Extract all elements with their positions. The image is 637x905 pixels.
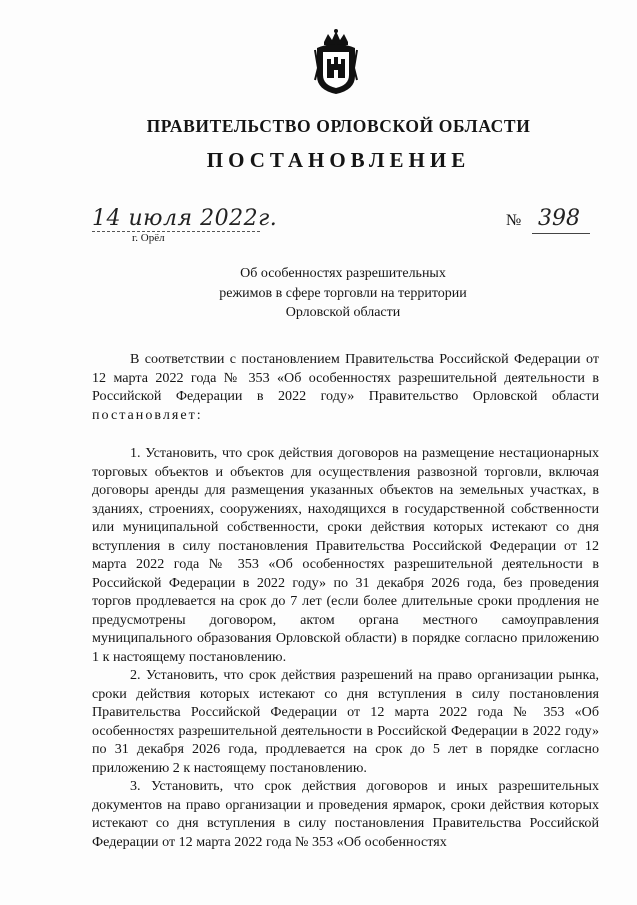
subject-line: Об особенностях разрешительных (240, 266, 446, 281)
resolves-word: постановляет: (92, 406, 203, 423)
city-label: г. Орёл (132, 232, 165, 244)
subject-line: Орловской области (285, 305, 401, 320)
subject-line: режимов в сфере торговли на территории (219, 285, 467, 301)
date-underline (92, 231, 260, 232)
number-sign: № (506, 212, 522, 229)
document-body (92, 350, 599, 851)
coat-of-arms-icon (312, 28, 360, 96)
number-underline (532, 233, 590, 234)
signature-date: 14 июля 2022г. (92, 206, 278, 231)
document-number: 398 (538, 206, 580, 231)
item-paragraph: 1. Установить, что срок действия договоров на размещение нестационарных торговых объектов и объектов для осуществления развозной торговли, включая договоры аренды для размещения указанных объектов на земельных участках, в зданиях, строениях, сооружениях, находящихся в государственной собственности или муниципальной собственности, сроки действия которых истекают со дня вступления в силу постановления Правительства Российской Федерации от 12 марта 2022 года № 353 «Об особенностях разрешительной деятельности в Российской Федерации в 2022 году» по 31 декабря 2026 года, без проведения торгов продлевается на срок до 7 лет (если более длительные сроки продления не предусмотрены договором, актом органа местного самоуправления муниципального образования Орловской области) в порядке согласно приложению 1 к настоящему постановлению. (92, 445, 599, 665)
preamble-paragraph (92, 350, 599, 424)
item-paragraph: 3. Установить, что срок действия договоров и иных разрешительных документов на право организации и проведения ярмарок, сроки действия которых истекают со дня вступления в силу постановления Правительства Российской Федерации от 12 марта 2022 года № 353 «Об особенностях (92, 778, 599, 850)
document-type-title: ПОСТАНОВЛЕНИЕ (206, 148, 471, 172)
item-paragraph: 2. Установить, что срок действия разрешений на право организации рынка, сроки действия которых истекают со дня вступления в силу постановления Правительства Российской Федерации от 12 марта 2022 года № 353 «Об особенностях разрешительной деятельности в Российской Федерации в 2022 году» по 31 декабря 2026 года, продлевается на срок до 5 лет в порядке согласно приложению 2 к настоящему постановлению. (92, 667, 599, 776)
document-subject (188, 264, 498, 323)
government-title: ПРАВИТЕЛЬСТВО ОРЛОВСКОЙ ОБЛАСТИ (146, 116, 531, 136)
preamble-text: В соответствии с постановлением Правительства Российской Федерации от 12 марта 2022 года № 353 «Об особенностях разрешительной деятельности в Российской Федерации в 2022 году» Правительство Орловской области (92, 351, 599, 404)
